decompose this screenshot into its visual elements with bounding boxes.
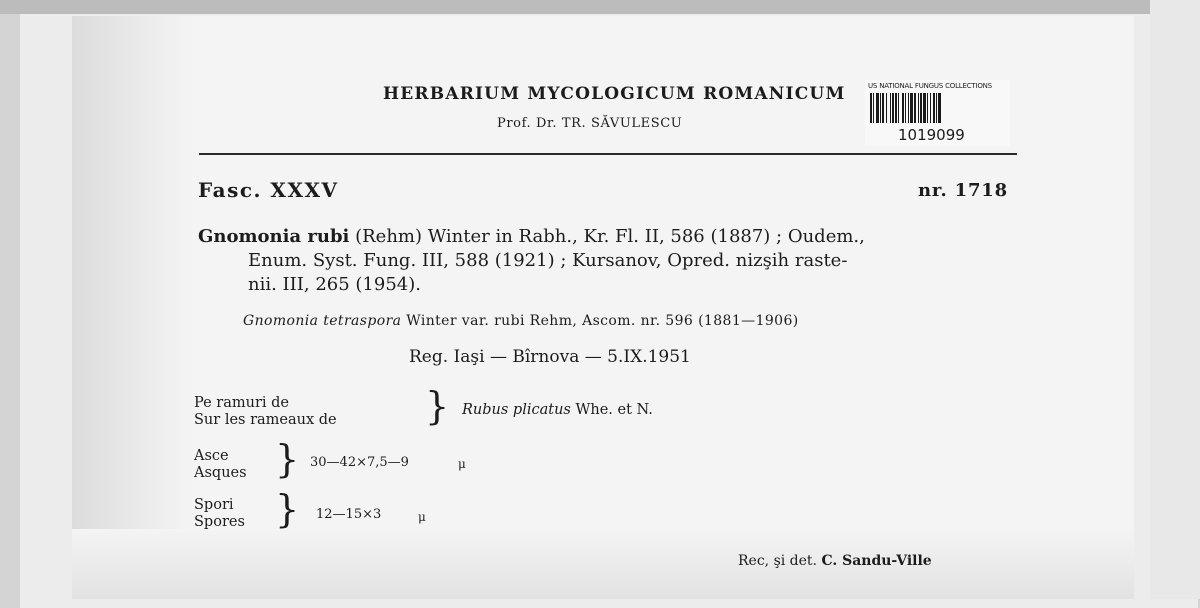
asci-value: 30—42×7,5—9 <box>310 455 409 470</box>
barcode-bar <box>870 93 872 123</box>
barcode-bar <box>873 93 874 123</box>
synonym-name: Gnomonia tetraspora <box>243 313 402 329</box>
barcode-bar <box>892 93 894 123</box>
asci-brace: } <box>275 437 300 481</box>
barcode-icon <box>870 93 1006 125</box>
barcode-caption: US NATIONAL FUNGUS COLLECTIONS <box>868 82 992 90</box>
collector-prefix: Rec, şi det. <box>738 553 822 569</box>
host-brace: } <box>425 384 450 428</box>
host-authority: Whe. et N. <box>570 402 653 418</box>
barcode-bar <box>910 93 913 123</box>
locality-line: Reg. Iaşi — Bîrnova — 5.IX.1951 <box>409 347 691 367</box>
collector-line <box>738 553 932 569</box>
barcode-bar <box>890 93 891 123</box>
host-label: Pe ramuri de Sur les rameaux de <box>194 395 337 428</box>
barcode-bar <box>918 93 919 123</box>
synonym-line <box>243 313 799 329</box>
barcode-bar <box>927 93 928 123</box>
spores-label: Spori Spores <box>194 497 245 530</box>
barcode-bar <box>930 93 931 123</box>
barcode-bar <box>914 93 916 123</box>
header-divider <box>199 153 1017 155</box>
sheet-top-edge <box>0 0 1200 14</box>
barcode-bar <box>920 93 922 123</box>
barcode-bar <box>895 93 897 123</box>
species-citation <box>198 225 865 297</box>
host-name: Rubus plicatus <box>462 402 571 418</box>
asci-unit: μ <box>458 457 466 471</box>
spores-unit: μ <box>418 510 426 524</box>
citation-line-1: (Rehm) Winter in Rabh., Kr. Fl. II, 586 (1887) ; Oudem., <box>349 226 865 247</box>
citation-line-3: nii. III, 265 (1954). <box>248 274 421 295</box>
species-name: Gnomonia rubi <box>198 226 350 247</box>
sheet-right-edge <box>1150 0 1200 599</box>
barcode-bar <box>880 93 881 123</box>
barcode-bar <box>933 93 935 123</box>
barcode-bar <box>908 93 909 123</box>
fascicle-label: Fasc. XXXV <box>198 178 339 202</box>
barcode-bar <box>898 93 899 123</box>
barcode-number: 1019099 <box>898 126 965 144</box>
collector-name: C. Sandu-Ville <box>821 553 932 569</box>
barcode-bar <box>905 93 906 123</box>
synonym-citation: Winter var. rubi Rehm, Ascom. nr. 596 (1881—1906) <box>401 313 799 329</box>
herbarium-title: HERBARIUM MYCOLOGICUM ROMANICUM <box>383 84 846 104</box>
barcode-bar <box>876 93 879 123</box>
spores-brace: } <box>275 487 300 531</box>
spores-value: 12—15×3 <box>316 507 382 522</box>
barcode-bar <box>923 93 926 123</box>
barcode-bar <box>882 93 884 123</box>
barcode-bar <box>902 93 904 123</box>
herbarium-director: Prof. Dr. TR. SĂVULESCU <box>497 116 683 131</box>
barcode-bar <box>938 93 941 123</box>
asci-label: Asce Asques <box>194 448 247 481</box>
barcode-bar <box>886 93 887 123</box>
citation-line-2: Enum. Syst. Fung. III, 588 (1921) ; Kursanov, Opred. nizşih raste- <box>248 250 848 271</box>
specimen-number: nr. 1718 <box>918 180 1008 201</box>
host-value <box>462 402 653 419</box>
barcode-bar <box>936 93 937 123</box>
